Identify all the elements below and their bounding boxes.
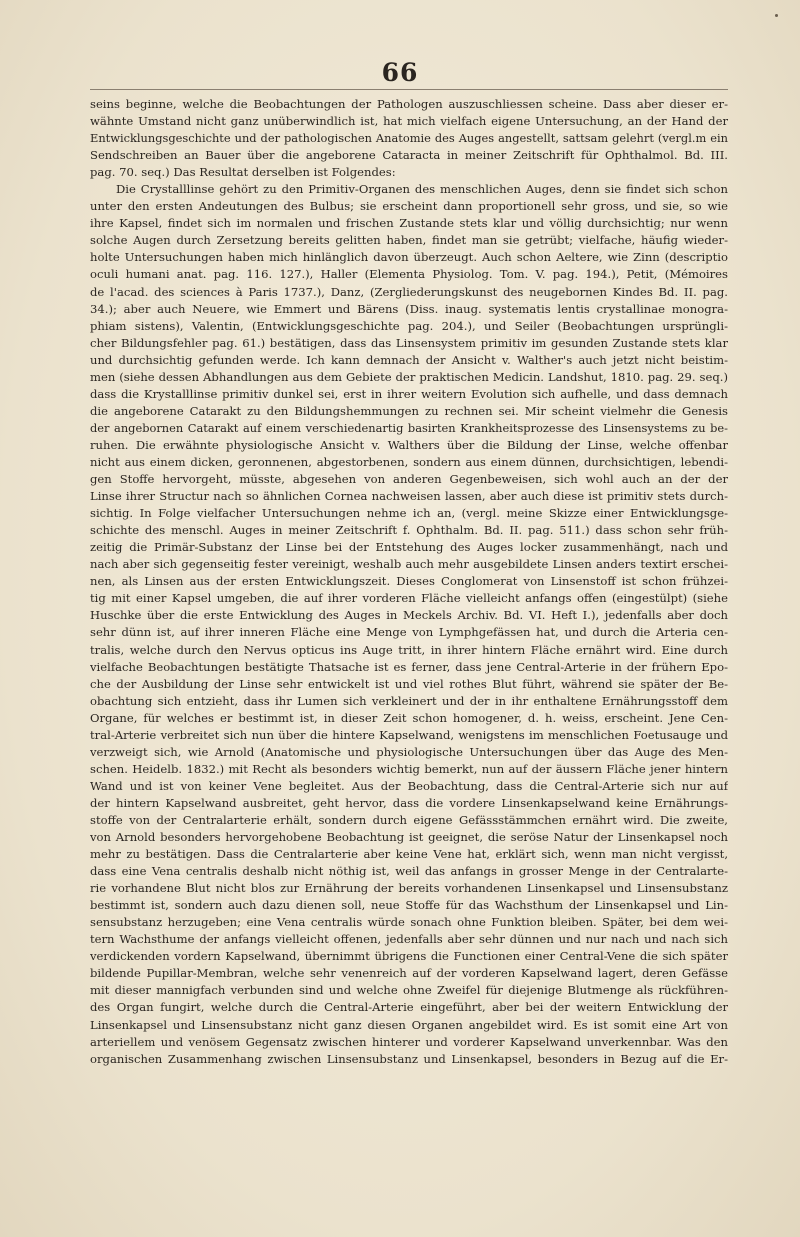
text-line: Organe, für welches er bestimmt ist, in dieser Zeit schon homogener, d. h. weiss, erscheint. Jene Cen- [90,710,728,725]
header-rule [90,89,728,90]
page-number: 66 [381,58,419,87]
text-line: tralis, welche durch den Nervus opticus ins Auge tritt, in ihrer hintern Fläche ernährt wird. Eine durch [90,642,728,657]
body-text [90,96,728,1068]
text-line: stoffe von der Centralarterie erhält, sondern durch eigene Gefässstämmchen ernährt wird. Die zweite, [90,812,728,827]
text-line: Linsenkapsel und Linsensubstanz nicht ganz diesen Organen angebildet wird. Es ist somit eine Art von [90,1017,728,1032]
text-line: Wand und ist von keiner Vene begleitet. Aus der Beobachtung, dass die Central-Arterie sich nur auf [90,778,728,793]
text-line: Die Crystalllinse gehört zu den Primitiv-Organen des menschlichen Auges, denn sie findet sich schon [116,182,728,197]
text-line: gen Stoffe hervorgeht, müsste, abgesehen von anderen Gegenbeweisen, sich wohl auch an der der [90,472,728,487]
text-line: der hintern Kapselwand ausbreitet, geht hervor, dass die vordere Linsenkapselwand keine Ernährungs- [90,795,728,810]
text-line: verzweigt sich, wie Arnold (Anatomische und physiologische Untersuchungen über das Auge des Men- [90,744,728,759]
text-line: unter den ersten Andeutungen des Bulbus; sie erscheint dann proportionell sehr gross, und sie, so wie [90,199,728,214]
text-line: sensubstanz herzugeben; eine Vena centralis würde sonach ohne Funktion bleiben. Später, bei dem wei- [90,915,728,930]
text-line: ihre Kapsel, findet sich im normalen und frischen Zustande stets klar und völlig durchsichtig; nur wenn [90,216,728,231]
text-line: mehr zu bestätigen. Dass die Centralarterie aber keine Vene hat, erklärt sich, wenn man nicht vergisst, [90,847,728,862]
corner-speck [775,14,778,17]
text-line: verdickenden vordern Kapselwand, übernimmt übrigens die Functionen einer Central-Vene die sich später [90,949,728,964]
text-line: vielfache Beobachtungen bestätigte Thatsache ist es ferner, dass jene Central-Arterie in der frühern Epo- [90,659,728,674]
text-line: organischen Zusammenhang zwischen Linsensubstanz und Linsenkapsel, besonders in Bezug auf die Er- [90,1051,728,1066]
text-line: men (siehe dessen Abhandlungen aus dem Gebiete der praktischen Medicin. Landshut, 1810. pag. 29. seq.) [90,369,728,384]
text-line: dass eine Vena centralis deshalb nicht nöthig ist, weil das anfangs in grosser Menge in der Centralarte- [90,864,728,879]
text-line: bestimmt ist, sondern auch dazu dienen soll, neue Stoffe für das Wachsthum der Linsenkapsel und Lin- [90,898,728,913]
text-line: tral-Arterie verbreitet sich nun über die hintere Kapselwand, wenigstens im menschlichen Foetusauge und [90,727,728,742]
text-line: solche Augen durch Zersetzung bereits gelitten haben, findet man sie getrübt; vielfache, häufig wieder- [90,233,728,248]
text-line: schichte des menschl. Auges in meiner Zeitschrift f. Ophthalm. Bd. II. pag. 511.) dass schon sehr früh- [90,523,728,538]
text-line: obachtung sich entzieht, dass ihr Lumen sich verkleinert und der in ihr enthaltene Ernährungsstoff dem [90,693,728,708]
text-line: nicht aus einem dicken, geronnenen, abgestorbenen, sondern aus einem dünnen, durchsichtigen, lebendi- [90,454,728,469]
text-line: rie vorhandene Blut nicht blos zur Ernährung der bereits vorhandenen Linsenkapsel und Linsensubstanz [90,881,728,896]
text-line: de l'acad. des sciences à Paris 1737.), Danz, (Zergliederungskunst des neugebornen Kindes Bd. II. pag. [90,284,728,299]
text-line: wähnte Umstand nicht ganz unüberwindlich ist, hat mich vielfach eigene Untersuchung, an der Hand der [90,114,728,129]
text-line: zeitig die Primär-Substanz der Linse bei der Entstehung des Auges locker zusammenhängt, nach und [90,540,728,555]
text-line: die angeborene Catarakt zu den Bildungshemmungen zu rechnen sei. Mir scheint vielmehr die Genesis [90,403,728,418]
text-line: seins beginne, welche die Beobachtungen der Pathologen auszuschliessen scheine. Dass aber dieser er- [90,97,728,111]
text-line: von Arnold besonders hervorgehobene Beobachtung ist geeignet, die seröse Natur der Linsenkapsel noch [90,830,728,845]
text-line: holte Untersuchungen haben mich hinlänglich davon überzeugt. Auch schon Aeltere, wie Zinn (descriptio [90,250,728,265]
text-line: Entwicklungsgeschichte und der pathologischen Anatomie des Auges angestellt, sattsam gelehrt (vergl.m ein [90,131,728,146]
text-line: des Organ fungirt, welche durch die Central-Arterie eingeführt, aber bei der weitern Entwicklung der [90,1000,728,1015]
text-line: und durchsichtig gefunden werde. Ich kann demnach der Ansicht v. Walther's auch jetzt nicht beistim- [90,352,728,367]
text-line: Sendschreiben an Bauer über die angeborene Cataracta in meiner Zeitschrift für Ophthalmol. Bd. III. [90,148,728,163]
text-line: tern Wachsthume der anfangs vielleicht offenen, jedenfalls aber sehr dünnen und nur nach und nach sich [90,932,728,947]
text-line: che der Ausbildung der Linse sehr entwickelt ist und viel rothes Blut führt, während sie später der Be- [90,676,728,691]
text-line: oculi humani anat. pag. 116. 127.), Haller (Elementa Physiolog. Tom. V. pag. 194.), Petit, (Mémoires [90,267,728,282]
text-line: Linse ihrer Structur nach so ähnlichen Cornea nachweisen lassen, aber auch diese ist primitiv stets durch- [90,489,728,504]
text-line: phiam sistens), Valentin, (Entwicklungsgeschichte pag. 204.), und Seiler (Beobachtungen ursprüngli- [90,318,728,333]
text-line: pag. 70. seq.) Das Resultat derselben ist Folgendes: [90,165,396,180]
text-line: arteriellem und venösem Gegensatz zwischen hinterer und vorderer Kapselwand unverkennbar. Was den [90,1034,728,1049]
text-line: bildende Pupillar-Membran, welche sehr venenreich auf der vorderen Kapselwand lagert, deren Gefässe [90,966,728,981]
text-line: sichtig. In Folge vielfacher Untersuchungen nehme ich an, (vergl. meine Skizze einer Entwicklungsge- [90,506,728,521]
text-line: nen, als Linsen aus der ersten Entwicklungszeit. Dieses Conglomerat von Linsenstoff ist schon frühzei- [90,574,728,589]
text-line: Huschke über die erste Entwicklung des Auges in Meckels Archiv. Bd. VI. Heft I.), jedenfalls aber doch [90,608,728,623]
text-line: ruhen. Die erwähnte physiologische Ansicht v. Walthers über die Bildung der Linse, welche offenbar [90,437,728,452]
text-line: dass die Krystalllinse primitiv dunkel sei, erst in ihrer weitern Evolution sich aufhelle, und dass demnach [90,386,728,401]
text-line: 34.); aber auch Neuere, wie Emmert und Bärens (Diss. inaug. systematis lentis crystallinae monogra- [90,301,728,316]
text-line: cher Bildungsfehler pag. 61.) bestätigen, dass das Linsensystem primitiv im gesunden Zustande stets klar [90,335,728,350]
text-line: der angebornen Catarakt auf einem verschiedenartig basirten Krankheitsprozesse des Linsensystems zu be- [90,420,728,435]
text-line: tig mit einer Kapsel umgeben, die auf ihrer vorderen Fläche vielleicht anfangs offen (eingestülpt) (siehe [90,591,728,606]
text-line: nach aber sich gegenseitig fester vereinigt, weshalb auch mehr ausgebildete Linsen anders textirt erschei- [90,557,728,572]
text-line: sehr dünn ist, auf ihrer inneren Fläche eine Menge von Lymphgefässen hat, und durch die Arteria cen- [90,625,728,640]
text-line: mit dieser mannigfach verbunden sind und welche ohne Zweifel für diejenige Blutmenge als rückführen- [90,983,728,998]
text-line: schen. Heidelb. 1832.) mit Recht als besonders wichtig bemerkt, nun auf der äussern Fläche jener hintern [90,761,728,776]
